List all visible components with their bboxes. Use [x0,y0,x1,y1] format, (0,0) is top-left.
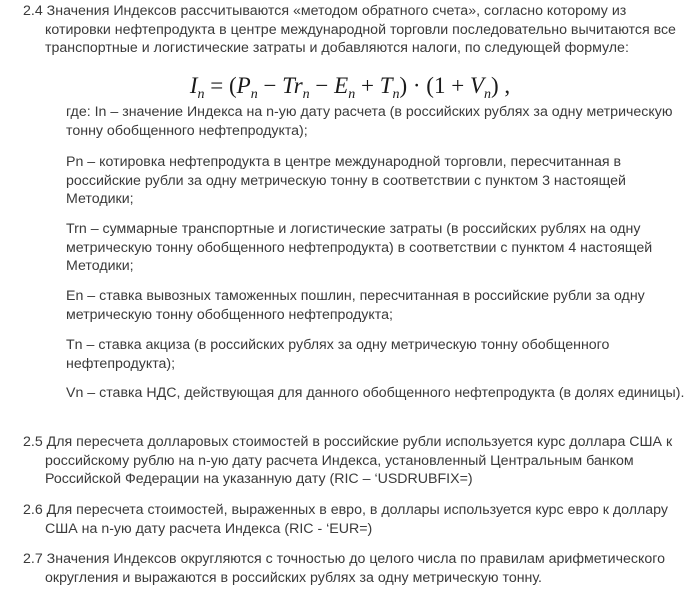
formula-sub: n [302,87,310,102]
formula-op: ) , [491,73,511,98]
formula-op: = ( [204,73,237,98]
formula-sub: n [348,87,356,102]
section-2-5-text: 2.5 Для пересчета долларовых стоимостей в российские рубли используется курс доллара США к российскому рублю на n-ую дату расчета Индекса, установленный Центральным банком Российской Федерации на указанную дату (RIC – ‘USDRUBFIX=) [23,434,673,487]
formula-op: + [355,73,380,98]
section-2-7-text: 2.7 Значения Индексов округляются с точностью до целого числа по правилам арифметического округления и выражаются в российских рублях за одну метрическую тонну. [23,551,665,586]
definition-Trn: Trn – суммарные транспортные и логистические затраты (в российских рублях на одну метрическую тонну обобщенного нефтепродукта) в соответствии с пунктом 4 настоящей Методики; [66,221,653,274]
formula-sub: n [484,87,491,102]
section-2-4-text: 2.4 Значения Индексов рассчитываются «методом обратного счета», согласно которому из котировки нефтепродукта в центре международной торговли последовательно вычитаются все транспортные и логистические затраты и добавляются налоги, по следующей формуле: [23,3,676,56]
formula-op: − [309,73,335,98]
formula-sub: n [392,87,400,102]
section-2-6-text: 2.6 Для пересчета стоимостей, выраженных в евро, в доллары используется курс евро к доллару США на n-ую дату расчета Индекса (RIC - ‘EUR=) [23,502,669,537]
section-2-6 [23,501,685,538]
formula-T: T [379,73,393,98]
formula-V: V [469,73,484,98]
formula-E: E [334,73,349,98]
formula-sub: n [250,87,258,102]
section-2-5 [23,433,685,489]
definition-Vn: Vn – ставка НДС, действующая для данного обобщенного нефтепродукта (в долях единицы). [66,385,685,401]
index-formula [0,71,700,101]
definition-En: En – ставка вывозных таможенных пошлин, пересчитанная в российские рубли за одну метрическую тонну обобщенного нефтепродукта; [66,288,645,323]
formula-I: I [189,73,198,98]
formula-sub: n [197,87,205,102]
definition-Pn: Pn – котировка нефтепродукта в центре международной торговли, пересчитанная в российские рубли за одну метрическую тонну в соответствии с пунктом 3 настоящей Методики; [66,154,626,207]
definition-In: где: In – значение Индекса на n-ую дату расчета (в российских рублях за одну метрическую тонну обобщенного нефтепродукта); [66,104,673,139]
definition-Tn: Tn – ставка акциза (в российских рублях за одну метрическую тонну обобщенного нефтепродукта); [66,337,610,372]
formula-P: P [236,73,251,98]
section-2-7 [23,550,685,587]
section-2-4 [23,2,685,58]
formula-op: − [257,73,283,98]
formula-Tr: Tr [282,73,303,98]
formula-op: ) · (1 + [399,73,470,98]
